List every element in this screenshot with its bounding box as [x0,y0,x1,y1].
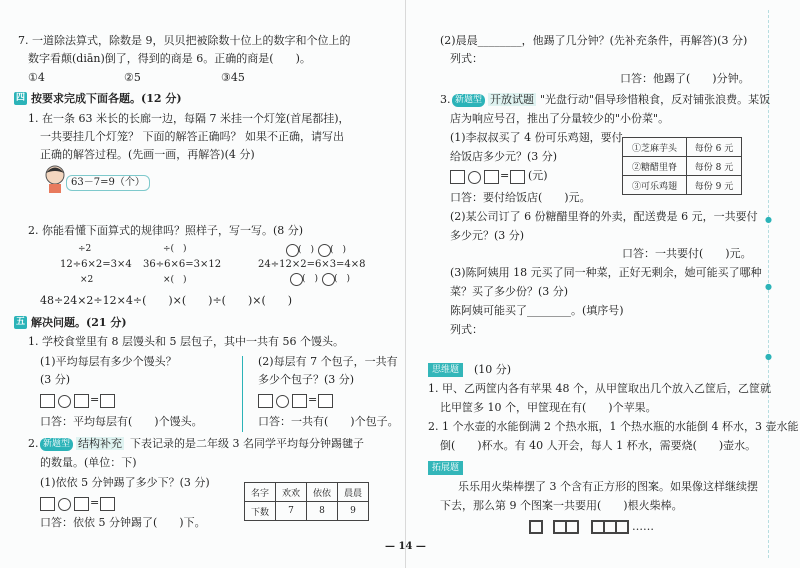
expr3: 24÷12×2=6×3=4×8 [258,259,366,270]
q5-1-part1-score: (3 分) [40,373,71,386]
workbook-page: ● ● ● 7. 一道除法算式，除数是 9，贝贝把被除数十位上的数字和个位上的 数字看颠(diān)倒了，得到的商是 6。正确的商是( )。 ①4 ②5 ③45 四 按要求完成下面各题。(12 分) 1. 在一条 63 米长的长廊一边，每隔 7 米挂一个灯笼(首尾都挂)， 一共要挂几个灯笼？ 下面的解答正确吗？ 如果不正确，请写出 正确的解答过程。(先画一画，再解答)(4 分) 63－7=9（个） 2. 你能看懂下面算式的规律吗？照样子，写一写。(8 分) ÷2 12÷6×2=3×4 ×2 ÷( ) 36÷6×6=3×12 ×( ) ( ) ( ) 24÷12×2=6×3=4×8 ( ) ( ) 48÷24×2÷12×4÷( )×( )÷( )×( ) 五 解决问题。(21 分) 1. 学校食堂里有 8 层馒头和 5 层包子，其中一共有 56 个馒头。 (1)平均每层有多少个馒头？ (3 分) = 口答：平均每层有( )个馒头。 (2)每层有 7 个包子，一共有 多少个包子？(3 分) = 口答：一共有( )个包子。 2. 新题型 结构补充 下表记录的是二年级 3 名同学平均每分钟踢毽子 的数量。(单位：下) (1)依依 5 分钟踢了多少下？(3 分) = 口答：依依 5 分钟踢了( )下。 名字 欢欢 依依 晨晨 下数 7 8 9 — 14 — (2)晨晨________，他踢了几分钟？(先补充条件，再解答)(3 分) 列式： 口答：他踢了( )分钟。 3. 新题型 开放试题 "光盘行动"倡导珍惜粮食，反对铺张浪费。某饭 店为响应号召，推出了分量较少的"小份菜"。 (1)李叔叔买了 4 份可乐鸡翅，要付 给饭店多少元？(3 分) = (元) 口答：要付给饭店( )元。 ①芝麻芋头 每份 6 元 ②糖醋里脊 每份 8 元 ③可乐鸡翅 每份 9 元 (2)某公司订了 6 份糖醋里脊的外卖，配送费是 6 元，一共要付 多少元？(3 分) 口答：一共要付( )元。 (3)陈阿姨用 18 元买了同一种菜，正好无剩余，她可能买了哪种 菜？买了多少份？(3 分) 陈阿姨可能买了________。(填序号) 列式： 思维题 (10 分) 1. 甲、乙两筐内各有苹果 48 个，从甲筐取出几个放入乙筐后，乙筐就 比甲筐多 10 个，甲筐现在有( )个苹果。 2. 1 个水壶的水能倒满 2 个热水瓶，1 个热水瓶的水能倒 4 杯水，3 壶水能 倒( )杯水。有 40 人开会，每人 1 杯水，需要烧( )壶水。 拓展题 乐乐用火柴棒摆了 3 个含有正方形的图案。如果像这样继续摆 下去，那么第 9 个图案一共要用( )根火柴棒。 …… [0,0,800,568]
q5-1-part1-answer: 口答：平均每层有( )个馒头。 [40,415,203,428]
page-number: — 14 — [385,541,426,552]
menu-table [622,137,742,195]
menu-price: 每份 9 元 [687,176,742,195]
q7-option-3: ③45 [221,71,245,84]
margin-dot-icon: ● [765,215,772,224]
expr1: 12÷6×2=3×4 [60,259,132,270]
think-q1-a: 1. 甲、乙两筐内各有苹果 48 个，从甲筐取出几个放入乙筐后，乙筐就 [428,382,771,395]
thinking-tag: 思维题 [428,363,463,377]
expr1-bottom: ×2 [80,275,94,285]
section-5-title: 解决问题。(21 分) [31,316,127,329]
part2-answer: 口答：他踢了( )分钟。 [620,72,750,85]
q3-part3-a: (3)陈阿姨用 18 元买了同一种菜，正好无剩余，她可能买了哪种 [450,266,762,279]
q3-part1-b: 给饭店多少元？(3 分) [450,150,558,163]
jianzi-table [244,482,369,521]
q7-line1: 7. 一道除法算式，除数是 9，贝贝把被除数十位上的数字和个位上的 [18,34,351,47]
q3-part3-b: 菜？买了多少份？(3 分) [450,285,569,298]
think-q2-b: 倒( )杯水。有 40 人开会，每人 1 杯水，需要烧( )壶水。 [440,439,757,452]
q4-1-line3: 正确的解答过程。(先画一画，再解答)(4 分) [40,148,255,161]
ext-line1: 乐乐用火柴棒摆了 3 个含有正方形的图案。如果像这样继续摆 [458,480,758,493]
expr1-top: ÷2 [78,244,92,254]
think-q1-b: 比甲筐多 10 个，甲筐现在有( )个苹果。 [440,401,657,414]
section-4-badge: 四 [15,93,25,103]
page-divider [405,0,406,568]
q5-2-line1: 下表记录的是二年级 3 名同学平均每分钟踢毽子 [130,437,364,450]
think-q2-a: 2. 1 个水壶的水能倒满 2 个热水瓶，1 个热水瓶的水能倒 4 杯水，3 壶水能 [428,420,799,433]
new-type-tag: 新题型 [40,438,73,451]
q3-part2-b: 多少元？(3 分) [450,229,525,242]
table-header: 欢欢 [276,483,307,502]
q3-part1-answer: 口答：要付给饭店( )元。 [450,191,591,204]
table-cell: 8 [307,502,338,521]
operator-circle[interactable] [58,498,71,511]
table-header: 依依 [307,483,338,502]
extension-tag: 拓展题 [428,461,463,475]
q4-1-line1: 1. 在一条 63 米长的长廊一边，每隔 7 米挂一个灯笼(首尾都挂)， [28,112,350,125]
answer-box[interactable] [258,394,273,408]
open-question-tag: 开放试题 [490,93,534,106]
q7-line2: 数字看颠(diān)倒了，得到的商是 6。正确的商是( )。 [28,52,311,65]
answer-box[interactable] [74,497,89,511]
operator-circle[interactable] [58,395,71,408]
table-cell: 下数 [245,502,276,521]
q5-1-part1: (1)平均每层有多少个馒头？ [40,355,177,368]
expr2-bottom: ×( ) [163,275,187,285]
menu-price: 每份 6 元 [687,138,742,157]
answer-box[interactable] [318,394,333,408]
menu-price: 每份 8 元 [687,157,742,176]
answer-box[interactable] [100,497,115,511]
q5-2-part1: (1)依依 5 分钟踢了多少下？(3 分) [40,476,210,489]
q3-part1-a: (1)李叔叔买了 4 份可乐鸡翅，要付 [450,131,623,144]
q5-1-line1: 1. 学校食堂里有 8 层馒头和 5 层包子，其中一共有 56 个馒头。 [28,335,344,348]
part2-line2: 列式： [450,52,483,65]
answer-box[interactable] [74,394,89,408]
table-header: 晨晨 [338,483,369,502]
expr2-top: ÷( ) [163,244,187,254]
table-cell: 9 [338,502,369,521]
section-4-title: 按要求完成下面各题。(12 分) [31,92,182,105]
margin-dot-icon: ● [765,352,772,361]
answer-box[interactable] [40,497,55,511]
q5-1-part2-answer: 口答：一共有( )个包子。 [258,415,399,428]
thinking-score: (10 分) [474,363,512,376]
q3-line1: "光盘行动"倡导珍惜粮食，反对铺张浪费。某饭 [540,93,771,106]
q7-option-1: ①4 [28,71,45,84]
answer-box[interactable] [484,170,499,184]
part2-line1: (2)晨晨________，他踢了几分钟？(先补充条件，再解答)(3 分) [440,34,748,47]
operator-circle[interactable] [468,171,481,184]
new-type-tag: 新题型 [452,94,485,107]
expr2: 36÷6×6=3×12 [143,259,222,270]
operator-circle[interactable] [276,395,289,408]
structure-tag: 结构补充 [78,437,122,450]
q4-1-line2: 一共要挂几个灯笼？ 下面的解答正确吗？ 如果不正确，请写出 [40,130,344,143]
q3-number: 3. [440,93,451,106]
answer-bubble: 63－7=9（个） [66,175,150,191]
q4-2-line1: 2. 你能看懂下面算式的规律吗？照样子，写一写。(8 分) [28,224,304,237]
q7-option-2: ②5 [124,71,141,84]
menu-dish: ③可乐鸡翅 [623,176,687,195]
q5-2-line2: 的数量。(单位：下) [40,456,137,469]
expr4: 48÷24×2÷12×4÷( )×( )÷( )×( ) [40,294,293,307]
answer-box[interactable] [450,170,465,184]
table-header: 名字 [245,483,276,502]
section-5-badge: 五 [15,317,25,327]
ellipsis: …… [632,520,654,533]
q3-line2: 店为响应号召，推出了分量较少的"小份菜"。 [450,112,670,125]
q5-1-part2-b: 多少个包子？(3 分) [258,373,355,386]
answer-box[interactable] [100,394,115,408]
margin-dot-icon: ● [765,282,772,291]
q5-2-part1-answer: 口答：依依 5 分钟踢了( )下。 [40,516,206,529]
q5-2-number: 2. [28,437,39,450]
menu-dish: ②糖醋里脊 [623,157,687,176]
q5-1-part2: (2)每层有 7 个包子，一共有 [258,355,398,368]
ext-line2: 下去，那么第 9 个图案一共要用( )根火柴棒。 [440,499,683,512]
answer-box[interactable] [292,394,307,408]
q3-part3-c: 陈阿姨可能买了________。(填序号) [450,304,624,317]
unit-label: (元) [528,169,548,182]
q3-part2-answer: 口答：一共要付( )元。 [622,247,752,260]
answer-box[interactable] [40,394,55,408]
answer-box[interactable] [510,170,525,184]
q3-part2-a: (2)某公司订了 6 份糖醋里脊的外卖，配送费是 6 元，一共要付 [450,210,758,223]
q3-part3-d: 列式： [450,323,483,336]
table-cell: 7 [276,502,307,521]
menu-dish: ①芝麻芋头 [623,138,687,157]
